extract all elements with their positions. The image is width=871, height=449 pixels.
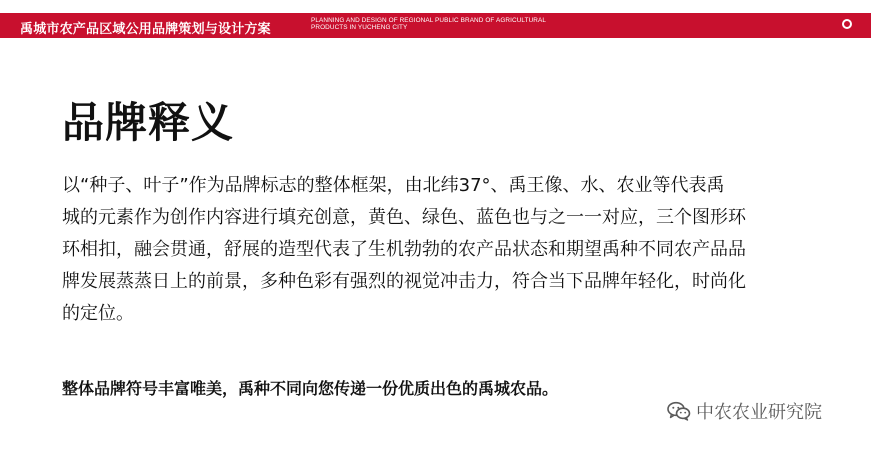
description-line: 环相扣，融会贯通，舒展的造型代表了生机勃勃的农产品状态和期望禹种不同农产品品	[62, 239, 746, 260]
watermark	[667, 400, 822, 422]
description-line: 牌发展蒸蒸日上的前景，多种色彩有强烈的视觉冲击力，符合当下品牌年轻化，时尚化	[62, 271, 746, 292]
description-line: 以“种子、叶子”作为品牌标志的整体框架，由北纬37°、禹王像、水、农业等代表禹	[62, 175, 725, 196]
brand-description	[62, 170, 822, 330]
circle-icon	[842, 19, 852, 29]
header-bar	[0, 13, 871, 38]
header-title: 禹城市农产品区域公用品牌策划与设计方案	[20, 22, 271, 37]
description-line: 城的元素作为创作内容进行填充创意，黄色、绿色、蓝色也与之一一对应，三个图形环	[62, 207, 746, 228]
summary-statement: 整体品牌符号丰富唯美，禹种不同向您传递一份优质出色的禹城农品。	[62, 379, 559, 398]
watermark-text: 中农农业研究院	[696, 402, 822, 423]
wechat-icon	[667, 401, 691, 421]
description-line: 的定位。	[62, 303, 134, 324]
page-title: 品牌释义	[62, 98, 235, 147]
header-subtitle-en: PLANNING AND DESIGN OF REGIONAL PUBLIC BRAND OF AGRICULTURAL PRODUCTS IN YUCHENG CITY	[311, 17, 546, 32]
